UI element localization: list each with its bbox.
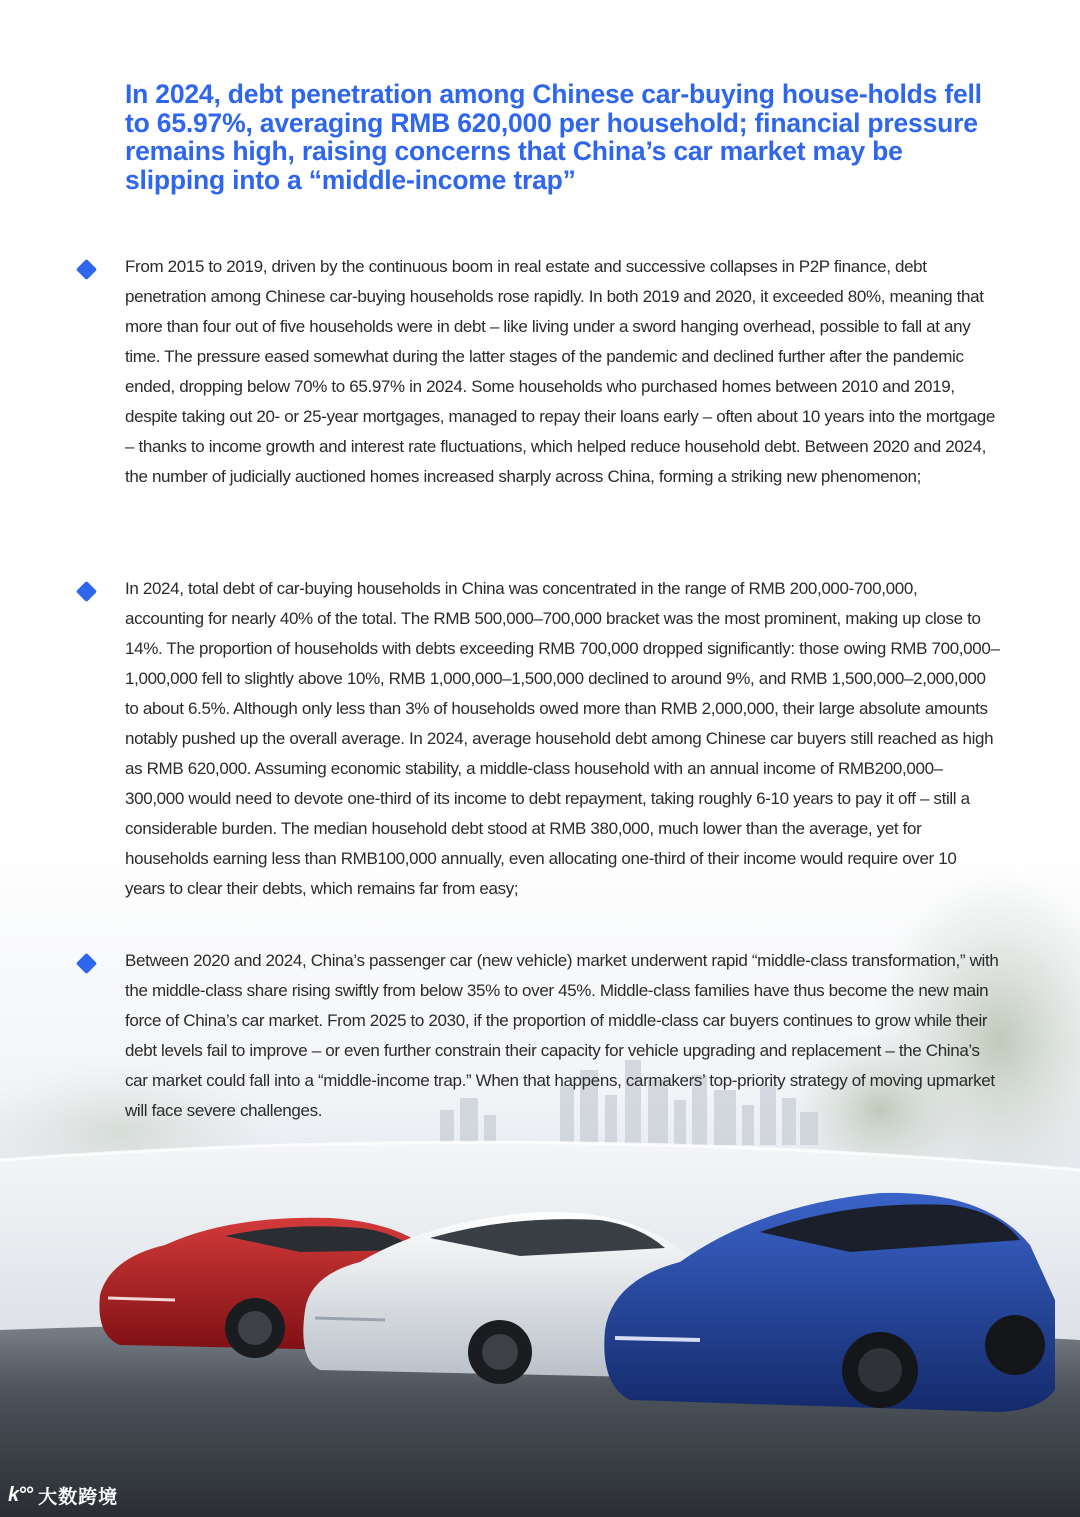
brand-logo (8, 1480, 118, 1510)
bullet-text: From 2015 to 2019, driven by the continuous boom in real estate and successive collapses in P2P finance, debt penetration among Chinese car-buying households rose rapidly. In both 2019 and 2020, it exceeded 80%, meaning that more than four out of five households were in debt – like living under a sword hanging overhead, possible to fall at any time. The pressure eased somewhat during the latter stages of the pandemic and declined further after the pandemic ended, dropping below 70% to 65.97% in 2024. Some households who purchased homes between 2010 and 2019, despite taking out 20- or 25-year mortgages, managed to repay their loans early – often about 10 years into the mortgage – thanks to income growth and interest rate fluctuations, which helped reduce household debt. Between 2020 and 2024, the number of judicially auctioned homes increased sharply across China, forming a striking new phenomenon; (125, 257, 995, 486)
bullet-text: Between 2020 and 2024, China’s passenger car (new vehicle) market underwent rapid “middle-class transformation,” with the middle-class share rising swiftly from below 35% to over 45%. Middle-class families have thus become the new main force of China’s car market. From 2025 to 2030, if the proportion of middle-class car buyers continues to grow while their debt levels fail to improve – or even further constrain their capacity for vehicle upgrading and replacement – the China’s car market could fall into a “middle-income trap.” When that happens, carmakers’ top-priority strategy of moving upmarket will face severe challenges. (125, 951, 999, 1120)
brand-logo-icon: k°° (8, 1483, 33, 1506)
page-title: In 2024, debt penetration among Chinese car-buying house-holds fell to 65.97%, averaging RMB 620,000 per household; financial pressure remains high, raising concerns that China’s car market may be slipping into a “middle-income trap” (125, 79, 982, 195)
brand-name: 大数跨境 (38, 1486, 119, 1508)
bullet-text: In 2024, total debt of car-buying households in China was concentrated in the range of RMB 200,000-700,000, accounting for nearly 40% of the total. The RMB 500,000–700,000 bracket was the most prominent, making up close to 14%. The proportion of households with debts exceeding RMB 700,000 dropped significantly: those owing RMB 700,000–1,000,000 fell to slightly above 10%, RMB 1,000,000–1,500,000 declined to around 9%, and RMB 1,500,000–2,000,000 to about 6.5%. Although only less than 3% of households owed more than RMB 2,000,000, their large absolute amounts notably pushed up the overall average. In 2024, average household debt among Chinese car buyers still reached as high as RMB 620,000. Assuming economic stability, a middle-class household with an annual income of RMB200,000–300,000 would need to devote one-third of its income to debt repayment, taking roughly 6-10 years to pay it off – still a considerable burden. The median household debt stood at RMB 380,000, much lower than the average, yet for households earning less than RMB100,000 annually, even allocating one-third of their income would require over 10 years to clear their debts, which remains far from easy; (125, 579, 1000, 898)
